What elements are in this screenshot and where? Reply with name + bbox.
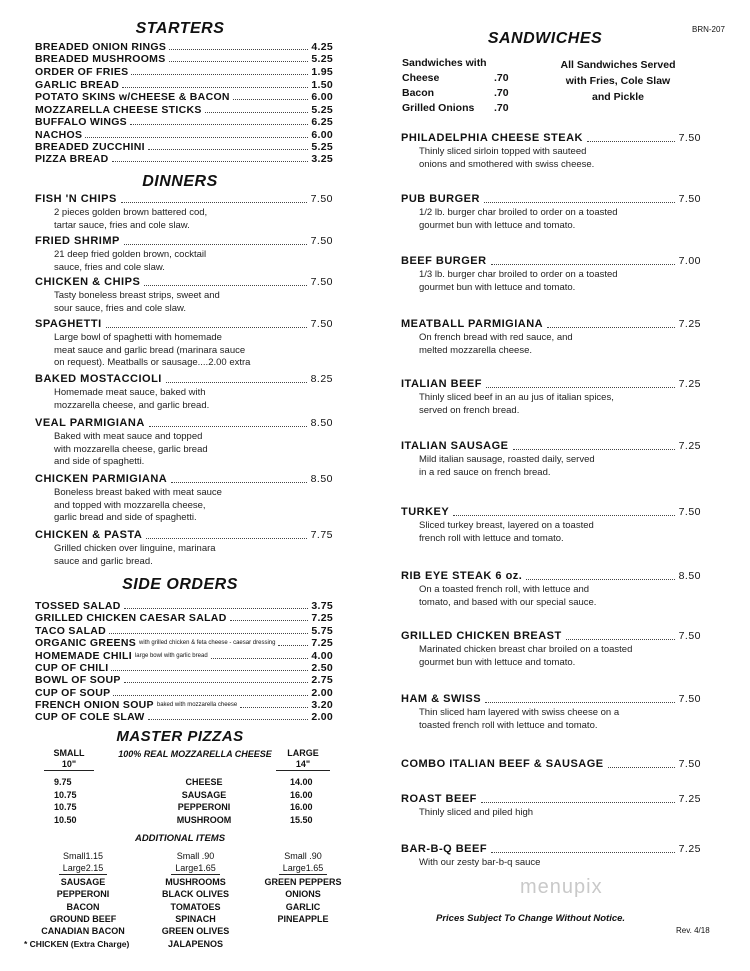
sandwich-name: PUB BURGER [401, 193, 480, 205]
sandwich-price: 7.25 [678, 843, 701, 855]
side-order-name: CUP OF CHILI [35, 662, 109, 674]
sandwich-description: Thinly sliced and piled high [419, 807, 534, 818]
sandwich-name: COMBO ITALIAN BEEF & SAUSAGE [401, 758, 604, 770]
additional-price-header [143, 850, 248, 875]
side-order-item [35, 699, 333, 711]
side-order-item [35, 625, 333, 637]
sandwich-price: 7.25 [678, 793, 701, 805]
side-order-item [35, 612, 333, 624]
additional-small-price: Small .90 [284, 851, 322, 861]
side-order-price: 5.75 [311, 625, 333, 637]
side-order-name: GRILLED CHICKEN CAESAR SALAD [35, 612, 227, 624]
dot-leader [240, 707, 308, 708]
dinner-name: VEAL PARMIGIANA [35, 417, 145, 429]
sandwich-description: On french bread with red sauce, and melted mozzarella cheese. [419, 332, 573, 356]
sandwich-item-name [401, 193, 701, 206]
sandwich-extra-name: Cheese [402, 72, 440, 84]
dot-leader [491, 264, 675, 265]
sandwich-item-name [401, 758, 701, 771]
additional-price-header [28, 850, 138, 875]
dot-leader [566, 639, 675, 640]
sandwich-description: On a toasted french roll, with lettuce and tomato, and based with our special sauce. [419, 584, 597, 608]
starter-price: 6.00 [311, 91, 333, 103]
side-order-name: FRENCH ONION SOUP [35, 699, 154, 711]
starter-name: NACHOS [35, 129, 83, 141]
dot-leader [149, 426, 307, 427]
dot-leader [587, 141, 675, 142]
side-order-name: TACO SALAD [35, 625, 107, 637]
pizza-name: PEPPERONI [177, 802, 231, 812]
additional-topping: GARLIC [285, 901, 321, 912]
revision-code: Rev. 4/18 [676, 926, 710, 935]
dinner-description: Baked with meat sauce and topped with mozzarella cheese, garlic bread and side of spaghetti. [54, 431, 208, 467]
additional-topping: * CHICKEN (Extra Charge) [24, 938, 130, 949]
pizza-large-header [276, 748, 330, 771]
dinner-price: 7.50 [310, 235, 333, 247]
sandwich-item-name [401, 378, 701, 391]
dot-leader [481, 802, 675, 803]
dinner-description: Grilled chicken over linguine, marinara sauce and garlic bread. [54, 543, 216, 567]
sandwich-item-name [401, 630, 701, 643]
sandwich-item-name [401, 506, 701, 519]
dinner-item-name [35, 473, 333, 486]
starter-item [35, 104, 333, 116]
additional-topping: SAUSAGE [60, 877, 106, 887]
dinner-item-name [35, 373, 333, 386]
side-order-item [35, 674, 333, 686]
side-order-note: with grilled chicken & feta cheese - caesar dressing [139, 640, 276, 646]
side-order-name: CUP OF SOUP [35, 687, 111, 699]
starter-price: 5.25 [311, 141, 333, 153]
dot-leader [131, 74, 308, 75]
sandwich-price: 7.00 [678, 255, 701, 267]
starter-price: 6.25 [311, 116, 333, 128]
sandwich-extra-name: Sandwiches with [402, 57, 487, 69]
side-order-item [35, 662, 333, 674]
additional-topping: GREEN PEPPERS [264, 877, 342, 887]
dot-leader [111, 670, 308, 671]
dot-leader [484, 202, 675, 203]
dinner-name: CHICKEN & PASTA [35, 529, 143, 541]
sandwiches-title: SANDWICHES [487, 30, 603, 47]
sandwich-name: ITALIAN SAUSAGE [401, 440, 509, 452]
sandwich-name: PHILADELPHIA CHEESE STEAK [401, 132, 584, 144]
side-order-item [35, 711, 333, 723]
dot-leader [211, 658, 309, 659]
starter-name: PIZZA BREAD [35, 153, 109, 165]
starter-item [35, 79, 333, 91]
additional-topping: TOMATOES [170, 901, 221, 912]
dinner-price: 7.75 [310, 529, 333, 541]
sandwich-price: 7.25 [678, 440, 701, 452]
pizza-small-label: SMALL [53, 748, 85, 758]
dot-leader [85, 137, 308, 138]
dinner-description: Large bowl of spaghetti with homemade meat sauce and garlic bread (marinara sauce on request). Meatballs or sausage....2.00 extra [54, 332, 251, 368]
additional-topping: BACON [66, 901, 100, 912]
menupix-watermark: menupix [520, 876, 603, 898]
starter-item [35, 116, 333, 128]
side-order-price: 2.00 [311, 687, 333, 699]
starter-item [35, 129, 333, 141]
dot-leader [278, 645, 308, 646]
pizza-large-price: 16.00 [290, 802, 313, 812]
dinner-name: FISH 'N CHIPS [35, 193, 117, 205]
sandwich-name: TURKEY [401, 506, 450, 518]
sandwich-price: 7.50 [678, 193, 701, 205]
sandwich-name: RIB EYE STEAK 6 oz. [401, 570, 523, 582]
additional-topping: MUSHROOMS [165, 877, 226, 887]
sandwich-description: 1/2 lb. burger char broiled to order on a toasted gourmet bun with lettuce and tomato. [419, 207, 618, 231]
sandwich-extra-name: Grilled Onions [402, 102, 475, 114]
dinner-price: 7.50 [310, 276, 333, 288]
dinner-item-name [35, 529, 333, 542]
sandwich-price: 7.50 [678, 506, 701, 518]
starter-item [35, 91, 333, 103]
sandwich-name: BEEF BURGER [401, 255, 487, 267]
dot-leader [112, 161, 309, 162]
pizza-row [44, 814, 334, 826]
pizza-name: MUSHROOM [176, 815, 232, 825]
starter-name: MOZZARELLA CHEESE STICKS [35, 104, 202, 116]
pizzas-title: MASTER PIZZAS [116, 728, 244, 745]
sandwich-price: 7.50 [678, 758, 701, 770]
sandwich-description: Sliced turkey breast, layered on a toasted french roll with lettuce and tomato. [419, 520, 594, 544]
side-order-price: 2.50 [311, 662, 333, 674]
side-order-note: baked with mozzarella cheese [156, 702, 238, 708]
dinner-name: FRIED SHRIMP [35, 235, 120, 247]
starter-name: GARLIC BREAD [35, 79, 120, 91]
additional-topping: PEPPERONI [56, 889, 110, 900]
pizza-name: CHEESE [185, 777, 223, 787]
dinner-item-name [35, 235, 333, 248]
additional-large-price: Large2.15 [59, 862, 108, 875]
side-order-name: CUP OF COLE SLAW [35, 711, 145, 723]
sandwich-price: 8.50 [678, 570, 701, 582]
additional-topping: CANADIAN BACON [41, 926, 125, 937]
pizza-large-size: 14" [276, 759, 330, 771]
starter-price: 1.95 [311, 66, 333, 78]
pizza-name: SAUSAGE [181, 790, 227, 800]
side-order-item [35, 687, 333, 699]
additional-topping: JALAPENOS [167, 938, 223, 949]
pizza-small-size: 10" [44, 759, 94, 771]
dinner-price: 7.50 [310, 318, 333, 330]
side-orders-title: SIDE ORDERS [122, 576, 238, 593]
dot-leader [486, 387, 675, 388]
sandwich-description: Thinly sliced beef in an au jus of italian spices, served on french bread. [419, 392, 614, 416]
sandwich-item-name [401, 132, 701, 145]
additional-price-header [248, 850, 358, 875]
dot-leader [171, 482, 306, 483]
dinner-price: 7.50 [310, 193, 333, 205]
sandwich-price: 7.50 [678, 132, 701, 144]
dot-leader [124, 682, 309, 683]
dot-leader [233, 99, 309, 100]
pizza-row [44, 789, 334, 801]
side-order-price: 7.25 [311, 637, 333, 649]
sandwich-price: 7.50 [678, 630, 701, 642]
dot-leader [122, 87, 308, 88]
dinner-name: CHICKEN PARMIGIANA [35, 473, 168, 485]
starter-price: 5.25 [311, 53, 333, 65]
dinner-item-name [35, 417, 333, 430]
dinner-description: 2 pieces golden brown battered cod, tartar sauce, fries and cole slaw. [54, 207, 208, 231]
dot-leader [109, 633, 308, 634]
sandwich-description: Thin sliced ham layered with swiss cheese on a toasted french roll with lettuce and tomato. [419, 707, 620, 731]
additional-large-price: Large1.65 [171, 862, 220, 875]
sandwich-price: 7.25 [678, 378, 701, 390]
starter-price: 5.25 [311, 104, 333, 116]
starter-name: BREADED ONION RINGS [35, 41, 167, 53]
side-order-item [35, 637, 333, 649]
dot-leader [106, 327, 307, 328]
side-order-price: 2.75 [311, 674, 333, 686]
starter-name: BREADED ZUCCHINI [35, 141, 145, 153]
sandwich-item-name [401, 255, 701, 268]
starter-name: POTATO SKINS w/CHEESE & BACON [35, 91, 230, 103]
dot-leader [608, 767, 675, 768]
additional-topping: ONIONS [285, 889, 321, 900]
dot-leader [547, 327, 674, 328]
pizza-row [44, 801, 334, 813]
dinner-name: BAKED MOSTACCIOLI [35, 373, 162, 385]
dot-leader [169, 49, 308, 50]
sandwich-description: With our zesty bar-b-q sauce [419, 857, 541, 868]
side-order-item [35, 600, 333, 612]
starter-item [35, 153, 333, 165]
sandwich-description: 1/3 lb. burger char broiled to order on a toasted gourmet bun with lettuce and tomato. [419, 269, 618, 293]
dinner-name: SPAGHETTI [35, 318, 102, 330]
pizza-large-price: 15.50 [290, 815, 313, 825]
starter-item [35, 66, 333, 78]
additional-small-price: Small .90 [176, 851, 215, 861]
sandwich-description: Thinly sliced sirloin topped with sauteed onions and smothered with swiss cheese. [419, 146, 595, 170]
starter-price: 6.00 [311, 129, 333, 141]
dot-leader [130, 124, 308, 125]
starter-price: 3.25 [311, 153, 333, 165]
dinner-item-name [35, 276, 333, 289]
pizza-row [44, 776, 334, 788]
side-order-name: ORGANIC GREENS [35, 637, 137, 649]
starter-name: BUFFALO WINGS [35, 116, 127, 128]
pizza-small-price: 10.75 [54, 802, 77, 812]
additional-small-price: Small1.15 [62, 851, 104, 861]
additional-topping: BLACK OLIVES [161, 889, 229, 900]
dinner-item-name [35, 318, 333, 331]
additional-topping: SPINACH [175, 913, 216, 924]
dinner-item-name [35, 193, 333, 206]
dinner-price: 8.50 [310, 417, 333, 429]
dot-leader [144, 285, 306, 286]
dot-leader [148, 149, 309, 150]
starter-item [35, 53, 333, 65]
dot-leader [148, 719, 309, 720]
dinner-name: CHICKEN & CHIPS [35, 276, 141, 288]
sandwich-extra-name: Bacon [402, 87, 435, 99]
additional-topping: PINEAPPLE [277, 913, 329, 924]
pizza-large-label: LARGE [287, 748, 319, 758]
sandwich-served-note: All Sandwiches Served with Fries, Cole Slaw and Pickle [560, 59, 676, 103]
additional-large-price: Large1.65 [279, 862, 328, 875]
starter-price: 4.25 [311, 41, 333, 53]
document-code: BRN-207 [692, 25, 725, 34]
sandwich-description: Marinated chicken breast char broiled on a toasted gourmet bun with lettuce and tomato. [419, 644, 633, 668]
side-order-price: 3.75 [311, 600, 333, 612]
dot-leader [491, 852, 675, 853]
sandwich-name: ROAST BEEF [401, 793, 477, 805]
pizza-large-price: 16.00 [290, 790, 313, 800]
dinner-description: Homemade meat sauce, baked with mozzarella cheese, and garlic bread. [54, 387, 210, 411]
pizza-large-price: 14.00 [290, 777, 313, 787]
sandwich-extra-price: .70 [494, 72, 509, 84]
side-order-name: TOSSED SALAD [35, 600, 121, 612]
sandwich-description: Mild italian sausage, roasted daily, served in a red sauce on french bread. [419, 454, 595, 478]
side-order-note: large bowl with garlic bread [134, 653, 208, 659]
dot-leader [205, 112, 309, 113]
dinner-description: 21 deep fried golden brown, cocktail sauce, fries and cole slaw. [54, 249, 207, 273]
dot-leader [513, 449, 675, 450]
dot-leader [146, 538, 306, 539]
dinner-price: 8.25 [310, 373, 333, 385]
pizza-small-price: 9.75 [54, 777, 72, 787]
sandwich-extra-price: .70 [494, 102, 509, 114]
side-order-price: 4.00 [311, 650, 333, 662]
sandwich-extra-price: .70 [494, 87, 509, 99]
dot-leader [453, 515, 674, 516]
sandwich-item-name [401, 793, 701, 806]
starters-title: STARTERS [135, 20, 225, 37]
pizza-small-header [44, 748, 94, 771]
sandwich-price: 7.50 [678, 693, 701, 705]
sandwich-item-name [401, 440, 701, 453]
dot-leader [124, 608, 309, 609]
additional-topping: GROUND BEEF [49, 913, 117, 924]
starter-price: 1.50 [311, 79, 333, 91]
additional-items-title: ADDITIONAL ITEMS [134, 833, 226, 844]
side-order-name: HOMEMADE CHILI [35, 650, 132, 662]
dot-leader [113, 695, 308, 696]
dot-leader [485, 702, 675, 703]
dot-leader [169, 61, 309, 62]
starter-name: ORDER OF FRIES [35, 66, 129, 78]
dot-leader [166, 382, 307, 383]
sandwich-name: MEATBALL PARMIGIANA [401, 318, 544, 330]
starter-name: BREADED MUSHROOMS [35, 53, 166, 65]
dot-leader [121, 202, 307, 203]
sandwich-name: GRILLED CHICKEN BREAST [401, 630, 562, 642]
footer-note: Prices Subject To Change Without Notice. [436, 913, 626, 924]
dinner-price: 8.50 [310, 473, 333, 485]
sandwich-item-name [401, 570, 701, 583]
dot-leader [124, 244, 307, 245]
starter-item [35, 41, 333, 53]
sandwich-name: BAR-B-Q BEEF [401, 843, 488, 855]
side-order-price: 2.00 [311, 711, 333, 723]
pizza-subtitle: 100% REAL MOZZARELLA CHEESE [118, 749, 272, 759]
starter-item [35, 141, 333, 153]
sandwich-item-name [401, 693, 701, 706]
side-order-name: BOWL OF SOUP [35, 674, 121, 686]
additional-topping: GREEN OLIVES [161, 926, 230, 937]
sandwich-price: 7.25 [678, 318, 701, 330]
sandwich-item-name [401, 843, 701, 856]
dinners-title: DINNERS [142, 173, 218, 190]
side-order-price: 7.25 [311, 612, 333, 624]
side-order-item [35, 650, 333, 662]
dot-leader [526, 579, 674, 580]
pizza-small-price: 10.50 [54, 815, 77, 825]
dinner-description: Boneless breast baked with meat sauce and topped with mozzarella cheese, garlic bread and side of spaghetti. [54, 487, 222, 523]
sandwich-item-name [401, 318, 701, 331]
dinner-description: Tasty boneless breast strips, sweet and sour sauce, fries and cole slaw. [54, 290, 220, 314]
pizza-small-price: 10.75 [54, 790, 77, 800]
sandwich-name: ITALIAN BEEF [401, 378, 482, 390]
dot-leader [230, 620, 309, 621]
sandwich-name: HAM & SWISS [401, 693, 482, 705]
side-order-price: 3.20 [311, 699, 333, 711]
